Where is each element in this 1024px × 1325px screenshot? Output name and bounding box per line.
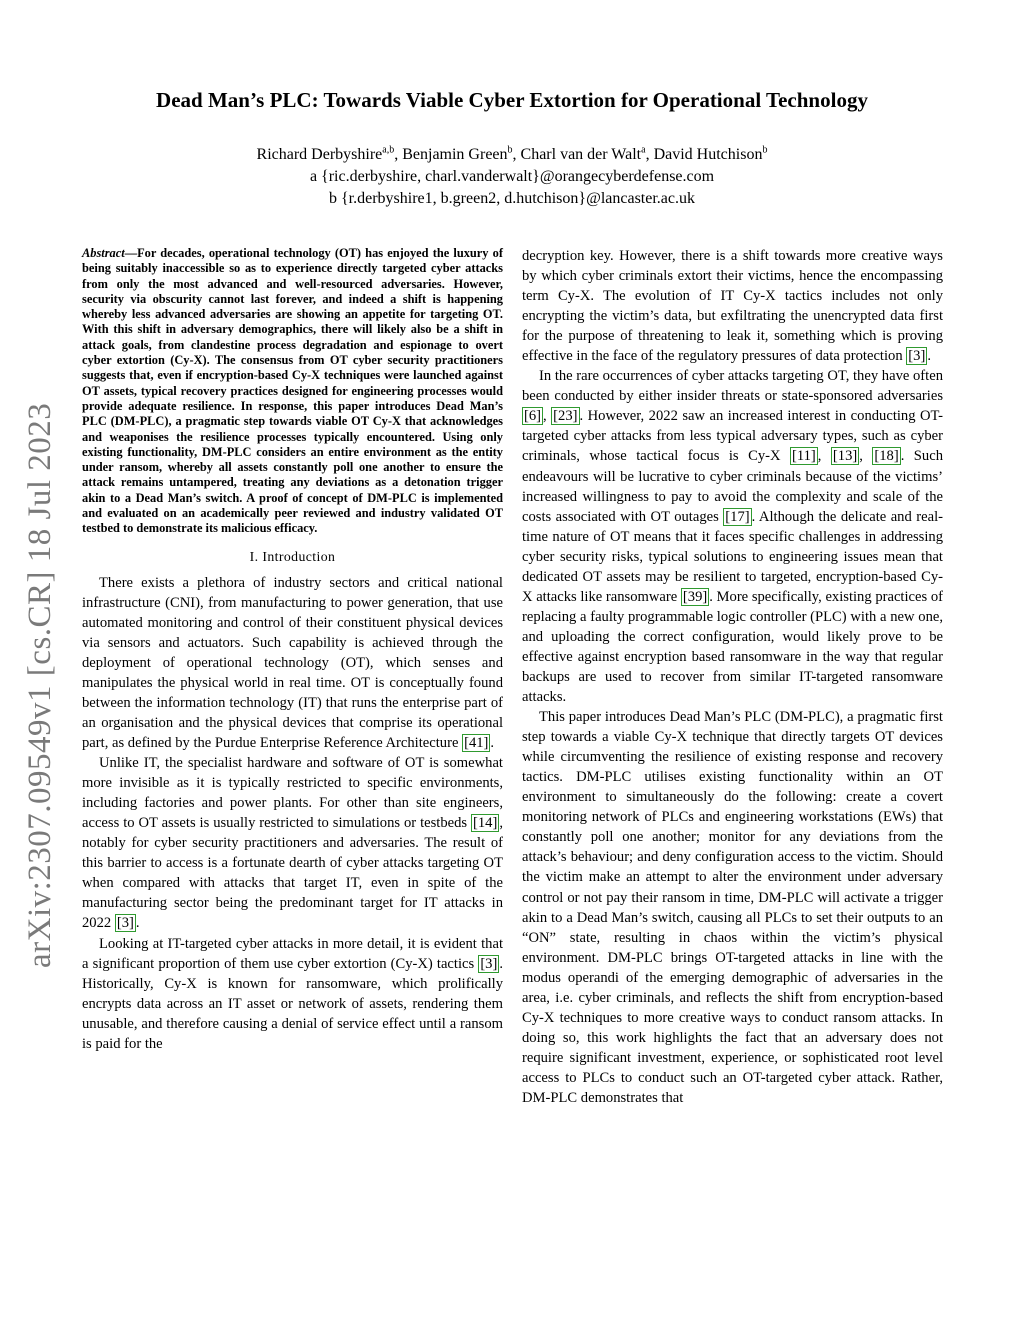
abstract-label: Abstract (82, 246, 125, 260)
paper-title: Dead Man’s PLC: Towards Viable Cyber Extortion for Operational Technology (156, 88, 868, 112)
body-paragraph: decryption key. However, there is a shift towards more creative ways by which cyber criminals extort their victims, hence the encompassing term Cy-X. The evolution of IT Cy-X tactics includes not only encrypting the victim’s data, but exfiltrating the unencrypted data first for the purpose of threatening to leak it, something which is proving effective in the face of the regulatory pressures of data protection [3] . (522, 248, 943, 365)
citation-link[interactable]: [3] (908, 348, 926, 365)
citation-link[interactable]: [41] (464, 735, 489, 752)
citation-link[interactable]: [11] (792, 448, 816, 465)
author-affiliation-mark: b (507, 144, 513, 156)
body-paragraph: Unlike IT, the specialist hardware and software of OT is somewhat more invisible as it is typically restricted to specific environments, including factories and power plants. For other than site engineers, access to OT assets is usually restricted to simulations or testbeds [14] , notably for cyber security practitioners and adversaries. The result of this barrier to access is a fortunate dearth of cyber attacks targeting OT when compared with attacks that target IT, even in spite of the manufacturing sector being the predominant target for IT attacks in 2022 [3] . (82, 755, 503, 932)
author-name: Benjamin Green (402, 146, 508, 163)
citation-link[interactable]: [18] (874, 448, 899, 465)
body-paragraph: Looking at IT-targeted cyber attacks in more detail, it is evident that a significant proportion of them use cyber extortion (Cy-X) tactics [3] . Historically, Cy-X is known for ransomware, which prolifically encrypts data across an IT asset or network of assets, rendering them unusable, and therefore causing a denial of service effect until a ransom is paid for the (82, 935, 503, 1052)
section-heading-introduction: I. Introduction (249, 548, 336, 564)
right-column (522, 246, 943, 1108)
author-name: Charl van der Walt (520, 146, 642, 163)
arxiv-identifier: arXiv:2307.09549v1 [cs.CR] 18 Jul 2023 (22, 402, 58, 968)
body-paragraph: There exists a plethora of industry sectors and critical national infrastructure (CNI), from manufacturing to power generation, that use automated monitoring and control of their constituent physical devices via sensors and actuators. Such capability is achieved through the deployment of operational technology (OT), which senses and manipulates the physical world in real time. OT is conceptually found between the information technology (IT) that runs the enterprise part of an organisation and the physical devices that comprise its operational part, as defined by the Purdue Enterprise Reference Architecture [41] . (82, 574, 503, 752)
citation-link[interactable]: [14] (473, 815, 498, 832)
citation-link[interactable]: [17] (725, 508, 750, 525)
left-column (82, 246, 503, 1054)
author-affiliation-mark: a (641, 144, 646, 156)
body-paragraph: In the rare occurrences of cyber attacks targeting OT, they have often been conducted by either insider threats or state-sponsored adversaries [6] , [23] . However, 2022 saw an increased interest in conducting OT-targeted cyber attacks from less typical adversary types, such as cyber criminals, whose tactical focus is Cy-X [11] , [13] , [18] . Such endeavours will be lucrative to cyber criminals because of the victims’ increased willingness to pay to avoid the complexity and scale of the costs associated with OT outages [17] . Although the delicate and real-time nature of OT means that it faces specific challenges in addressing cyber security risks, typical solutions to engineering issues mean that dedicated OT assets may be resilient to targeted, encryption-based Cy-X attacks like ransomware [39] . More specifically, existing practices of replacing a faulty programmable logic controller (PLC) with a new one, and uploading the correct configuration, would likely prove to be effective against encryption based ransomware in the way that regular backups are used to recover from similar IT-targeted ransomware attacks. (522, 368, 943, 706)
citation-link[interactable]: [6] (524, 408, 542, 425)
citation-link[interactable]: [13] (832, 448, 858, 465)
author-affiliation-mark: a,b (382, 144, 395, 156)
author-list: Richard Derbyshire$^{a,b}$, Benjamin Green$^b$, Charl van der Walt$^a$, David Hutchison$^b$ (256, 144, 768, 163)
author-block (0, 144, 1024, 210)
citation-link[interactable]: [39] (682, 588, 708, 605)
affiliation-a: a {ric.derbyshire, charl.vanderwalt}@orangecyberdefense.com (309, 168, 715, 185)
author-name: David Hutchison (653, 146, 763, 163)
body-paragraph: This paper introduces Dead Man’s PLC (DM-PLC), a pragmatic first step towards a viable Cy-X technique that directly targets OT devices while circumventing the resilience of existing response and recovery tactics. DM-PLC utilises existing functionality within an OT environment to simultaneously do the following: create a covert monitoring network of PLCs and engineering workstations (EWs) that constantly poll one another; monitor for any deviations from the attack’s behaviour; and deny configuration access to the victim. Should the victim make an attempt to alter the environment under adversary control or not pay their ransom in time, DM-PLC will activate a trigger akin to a Dead Man’s switch, causing all PLCs to set their outputs to an “ON” state, resulting in chaos within the victim’s physical environment. DM-PLC brings OT-targeted attacks in line with the modus operandi of the emerging demographic of adversaries in the area, i.e. cyber criminals, and reflects the shift from encryption-based Cy-X techniques to more creative ways to conduct ransom attacks. In doing so, this work highlights the fact that an adversary does not require significant investment, experience, or sophisticated root level access to PLCs to conduct such an OT-targeted cyber attack. Rather, DM-PLC demonstrates that (522, 709, 943, 1106)
citation-link[interactable]: [23] (553, 408, 578, 425)
abstract (82, 246, 503, 537)
citation-link[interactable]: [3] (116, 915, 134, 932)
author-affiliation-mark: b (762, 144, 768, 156)
abstract-text: —For decades, operational technology (OT) has enjoyed the luxury of being suitably inaccessible so as to experience directly targeted cyber attacks from only the most advanced and well-resourced adversaries. However, security via obscurity cannot last forever, and indeed a shift is happening whereby less advanced adversaries are showing an appetite for targeting OT. With this shift in adversary demographics, there will likely also be a shift in attack goals, from clandestine process degradation and espionage to overt cyber extortion (Cy-X). The consensus from OT cyber security practitioners suggests that, even if encryption-based Cy-X techniques were launched against OT assets, typical recovery practices designed for engineering processes would provide adequate resilience. In response, this paper introduces Dead Man’s PLC (DM-PLC), a pragmatic step towards viable OT Cy-X that acknowledges and weaponises the resilience processes typically encountered. Using only existing functionality, DM-PLC considers an entire environment as the entity under ransom, whereby all assets constantly poll one another to ensure the attack remains untampered, treating any deviations as a detonation trigger akin to a Dead Man’s switch. A proof of concept of DM-PLC is implemented and evaluated on an academically peer reviewed and industry validated OT testbed to demonstrate its malicious efficacy. (82, 246, 503, 536)
author-name: Richard Derbyshire (256, 146, 383, 163)
citation-link[interactable]: [3] (480, 955, 498, 972)
affiliation-b: b {r.derbyshire1, b.green2, d.hutchison}@lancaster.ac.uk (329, 190, 695, 207)
